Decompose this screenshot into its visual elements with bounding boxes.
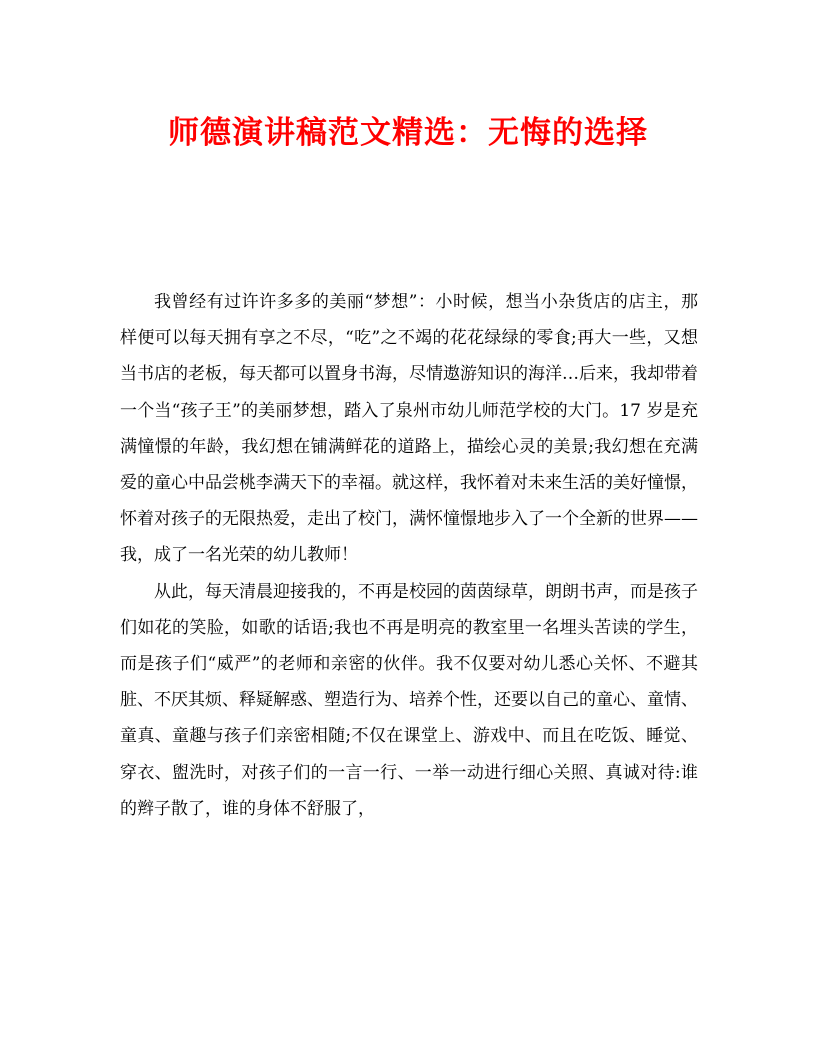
paragraph-1: 我曾经有过许许多多的美丽“梦想”：小时候，想当小杂货店的店主，那样便可以每天拥有享之不尽，“吃”之不竭的花花绿绿的零食;再大一些，又想当书店的老板，每天都可以置身书海，尽情遨游知识的海洋…后来，我却带着一个当“孩子王”的美丽梦想，踏入了泉州市幼儿师范学校的大门。17 岁是充满憧憬的年龄，我幻想在铺满鲜花的道路上，描绘心灵的美景;我幻想在充满爱的童心中品尝桃李满天下的幸福。就这样，我怀着对未来生活的美好憧憬，怀着对孩子的无限热爱，走出了校门，满怀憧憬地步入了一个全新的世界——我，成了一名光荣的幼儿教师！ [120, 292, 698, 566]
paragraph-2: 从此，每天清晨迎接我的，不再是校园的茵茵绿草，朗朗书声，而是孩子们如花的笑脸，如歌的话语;我也不再是明亮的教室里一名埋头苦读的学生，而是孩子们“威严”的老师和亲密的伙伴。我不仅要对幼儿悉心关怀、不避其脏、不厌其烦、释疑解惑、塑造行为、培养个性，还要以自己的童心、童情、童真、童趣与孩子们亲密相随;不仅在课堂上、游戏中、而且在吃饭、睡觉、穿衣、盥洗时，对孩子们的一言一行、一举一动进行细心关照、真诚对待:谁的辫子散了，谁的身体不舒服了， [120, 581, 698, 819]
document-title: 师德演讲稿范文精选：无悔的选择 [168, 115, 648, 151]
document-body [120, 284, 698, 827]
